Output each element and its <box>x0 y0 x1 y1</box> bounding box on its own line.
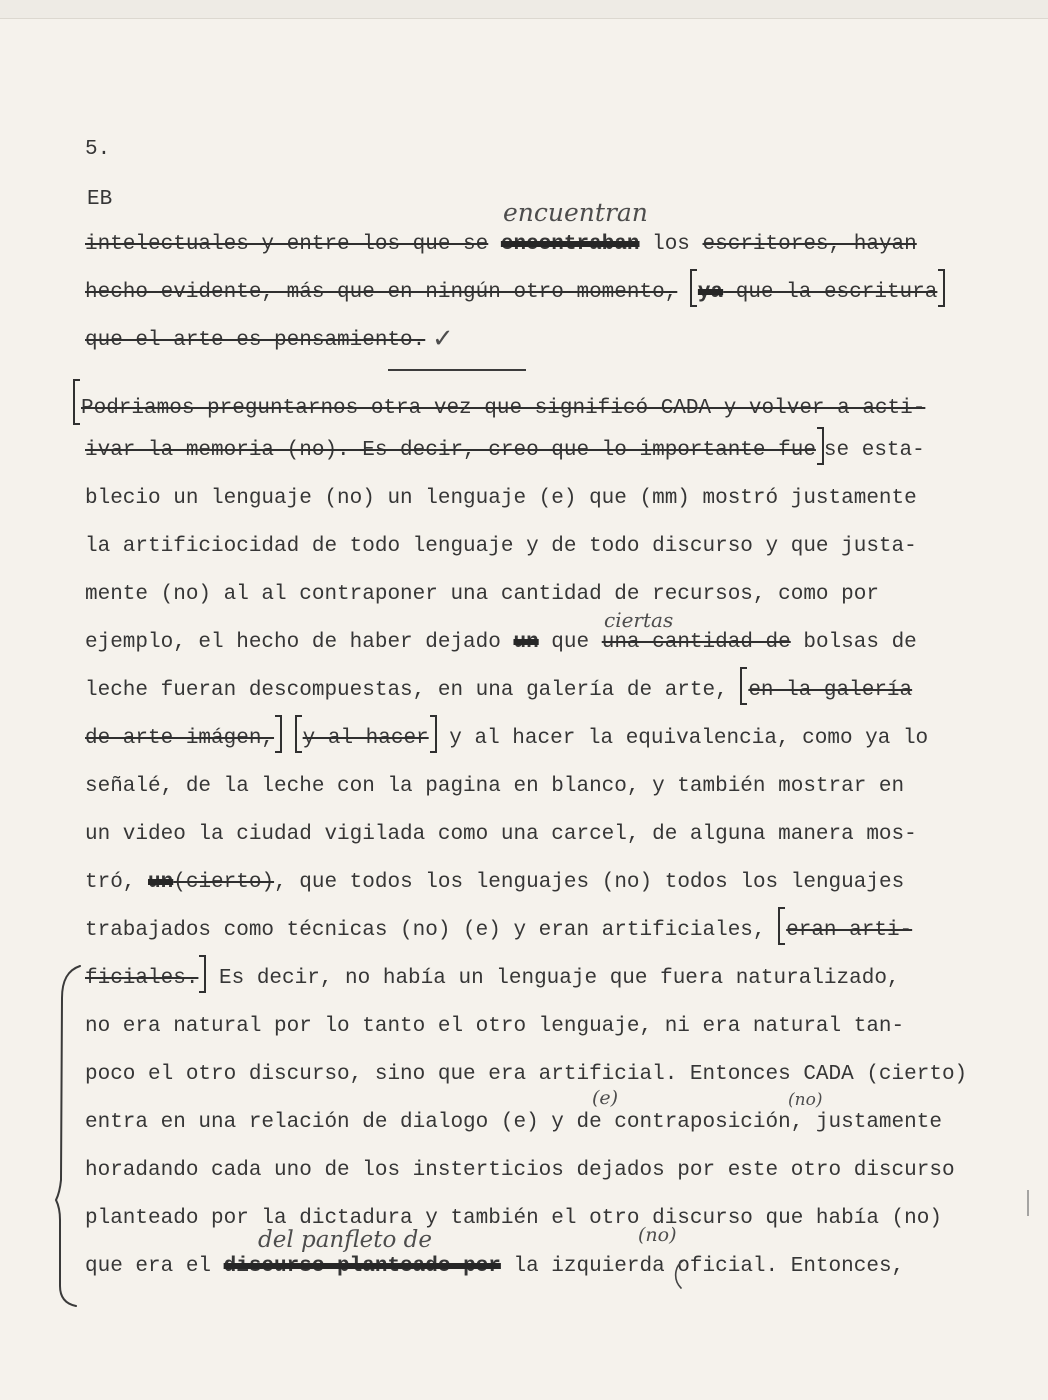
handwritten-insert-del-panfleto: del panfleto de <box>258 1227 432 1253</box>
line-text: y al hacer la equivalencia, como ya lo <box>436 727 929 750</box>
line-text: leche fueran descompuestas, en una galería de arte, <box>85 679 741 702</box>
struck-text: intelectuales y entre los que se <box>85 233 489 256</box>
line-text: la artificiocidad de todo lenguaje y de todo discurso y que justa- <box>85 535 917 558</box>
struck-text: ivar la memoria (no). Es decir, creo que lo importante fue <box>85 439 816 462</box>
text-line <box>85 1099 967 1147</box>
initials: EB <box>87 188 113 211</box>
handwritten-correction-ciertas: ciertas <box>604 608 674 632</box>
open-bracket-mark <box>740 667 747 705</box>
struck-text: ficiales. <box>85 967 199 990</box>
text-line <box>85 1147 967 1195</box>
line-text <box>677 281 690 304</box>
open-bracket-mark <box>73 379 80 425</box>
text-line <box>85 475 967 523</box>
line-text: un video la ciudad vigilada como una carcel, de alguna manera mos- <box>85 823 917 846</box>
handwritten-insert-no-2: (no) <box>638 1224 677 1246</box>
text-line <box>85 955 967 1003</box>
overtyped-text: ya <box>697 281 724 304</box>
line-text: señalé, de la leche con la pagina en blanco, y también mostrar en <box>85 775 905 798</box>
close-bracket-mark <box>817 427 824 465</box>
text-line <box>85 667 967 715</box>
text-line <box>85 1003 967 1051</box>
overtyped-text: un <box>148 871 174 894</box>
line-text: horadando cada uno de los insterticios dejados por este otro discurso <box>85 1159 955 1182</box>
text-line <box>85 269 945 317</box>
overtyped-text: discurso planteado por <box>223 1255 501 1278</box>
line-text: poco el otro discurso, sino que era artificial. Entonces CADA (cierto) <box>85 1063 968 1086</box>
paper-edge <box>0 0 1048 19</box>
text-block-struck <box>85 221 945 365</box>
line-text <box>282 727 295 750</box>
line-text: entra en una relación de dialogo (e) y de contraposición, justamente <box>85 1111 942 1134</box>
line-text: oficial. Entonces, <box>664 1255 905 1278</box>
line-text: no era natural por lo tanto el otro lenguaje, ni era natural tan- <box>85 1015 905 1038</box>
close-bracket-mark <box>275 715 282 753</box>
text-line <box>85 619 967 667</box>
text-line <box>85 317 945 365</box>
line-text: mente (no) al al contraponer una cantidad de recursos, como por <box>85 583 879 606</box>
left-margin-brace <box>56 966 80 1306</box>
text-line <box>85 1243 967 1291</box>
line-text: Es decir, no había un lenguaje que fuera naturalizado, <box>206 967 900 990</box>
close-bracket-mark <box>938 269 945 307</box>
struck-text: (cierto) <box>173 871 275 894</box>
text-line <box>85 811 967 859</box>
check-mark: ✓ <box>432 324 454 354</box>
text-line <box>85 1051 967 1099</box>
struck-text: escritores, hayan <box>702 233 917 256</box>
struck-text: en la galería <box>748 679 913 702</box>
text-line <box>85 715 967 763</box>
handwritten-insert-e: (e) <box>592 1087 619 1109</box>
text-line <box>81 379 967 427</box>
separator-line <box>388 369 526 371</box>
overtyped-text: encontraban <box>500 233 640 256</box>
line-text: se esta- <box>823 439 925 462</box>
struck-text: una cantidad de <box>601 631 791 654</box>
struck-text: que el arte es pensamiento. <box>85 329 426 352</box>
text-line <box>85 763 967 811</box>
line-text: que era el <box>85 1255 224 1278</box>
close-bracket-mark <box>430 715 437 753</box>
line-text: la izquierda <box>500 1255 665 1278</box>
struck-text: hecho evidente, más que en ningún otro momento, <box>85 281 678 304</box>
line-text: planteado por la dictadura y también el otro discurso que había (no) <box>85 1207 942 1230</box>
line-text: trabajados como técnicas (no) (e) y eran artificiales, <box>85 919 779 942</box>
text-line <box>85 523 967 571</box>
handwritten-correction-encuentran: encuentran <box>503 198 648 227</box>
line-text: bolsas de <box>790 631 917 654</box>
struck-text: y al hacer <box>302 727 429 750</box>
text-line <box>85 427 967 475</box>
line-text <box>488 233 501 256</box>
open-bracket-mark <box>690 269 697 307</box>
line-text: , que todos los lenguajes (no) todos los lenguajes <box>274 871 905 894</box>
text-line <box>85 907 967 955</box>
struck-text: Podriamos preguntarnos otra vez que significó CADA y volver a acti- <box>81 397 926 420</box>
line-text: blecio un lenguaje (no) un lenguaje (e) que (mm) mostró justamente <box>85 487 917 510</box>
open-bracket-mark <box>295 715 302 753</box>
struck-text: eran arti- <box>786 919 913 942</box>
struck-text: que la escritura <box>723 281 938 304</box>
text-line <box>85 859 967 907</box>
overtyped-text: un <box>513 631 539 654</box>
text-line <box>85 1195 967 1246</box>
text-line <box>85 221 945 269</box>
text-line <box>85 571 967 619</box>
open-bracket-mark <box>778 907 785 945</box>
line-text: los <box>639 233 703 256</box>
text-block-main <box>81 379 968 1291</box>
line-text: que <box>538 631 602 654</box>
handwritten-insert-no: (no) <box>788 1090 823 1110</box>
line-text: ejemplo, el hecho de haber dejado <box>85 631 514 654</box>
page-number: 5. <box>85 138 111 161</box>
struck-text: de arte imágen, <box>85 727 275 750</box>
line-text: tró, <box>85 871 149 894</box>
